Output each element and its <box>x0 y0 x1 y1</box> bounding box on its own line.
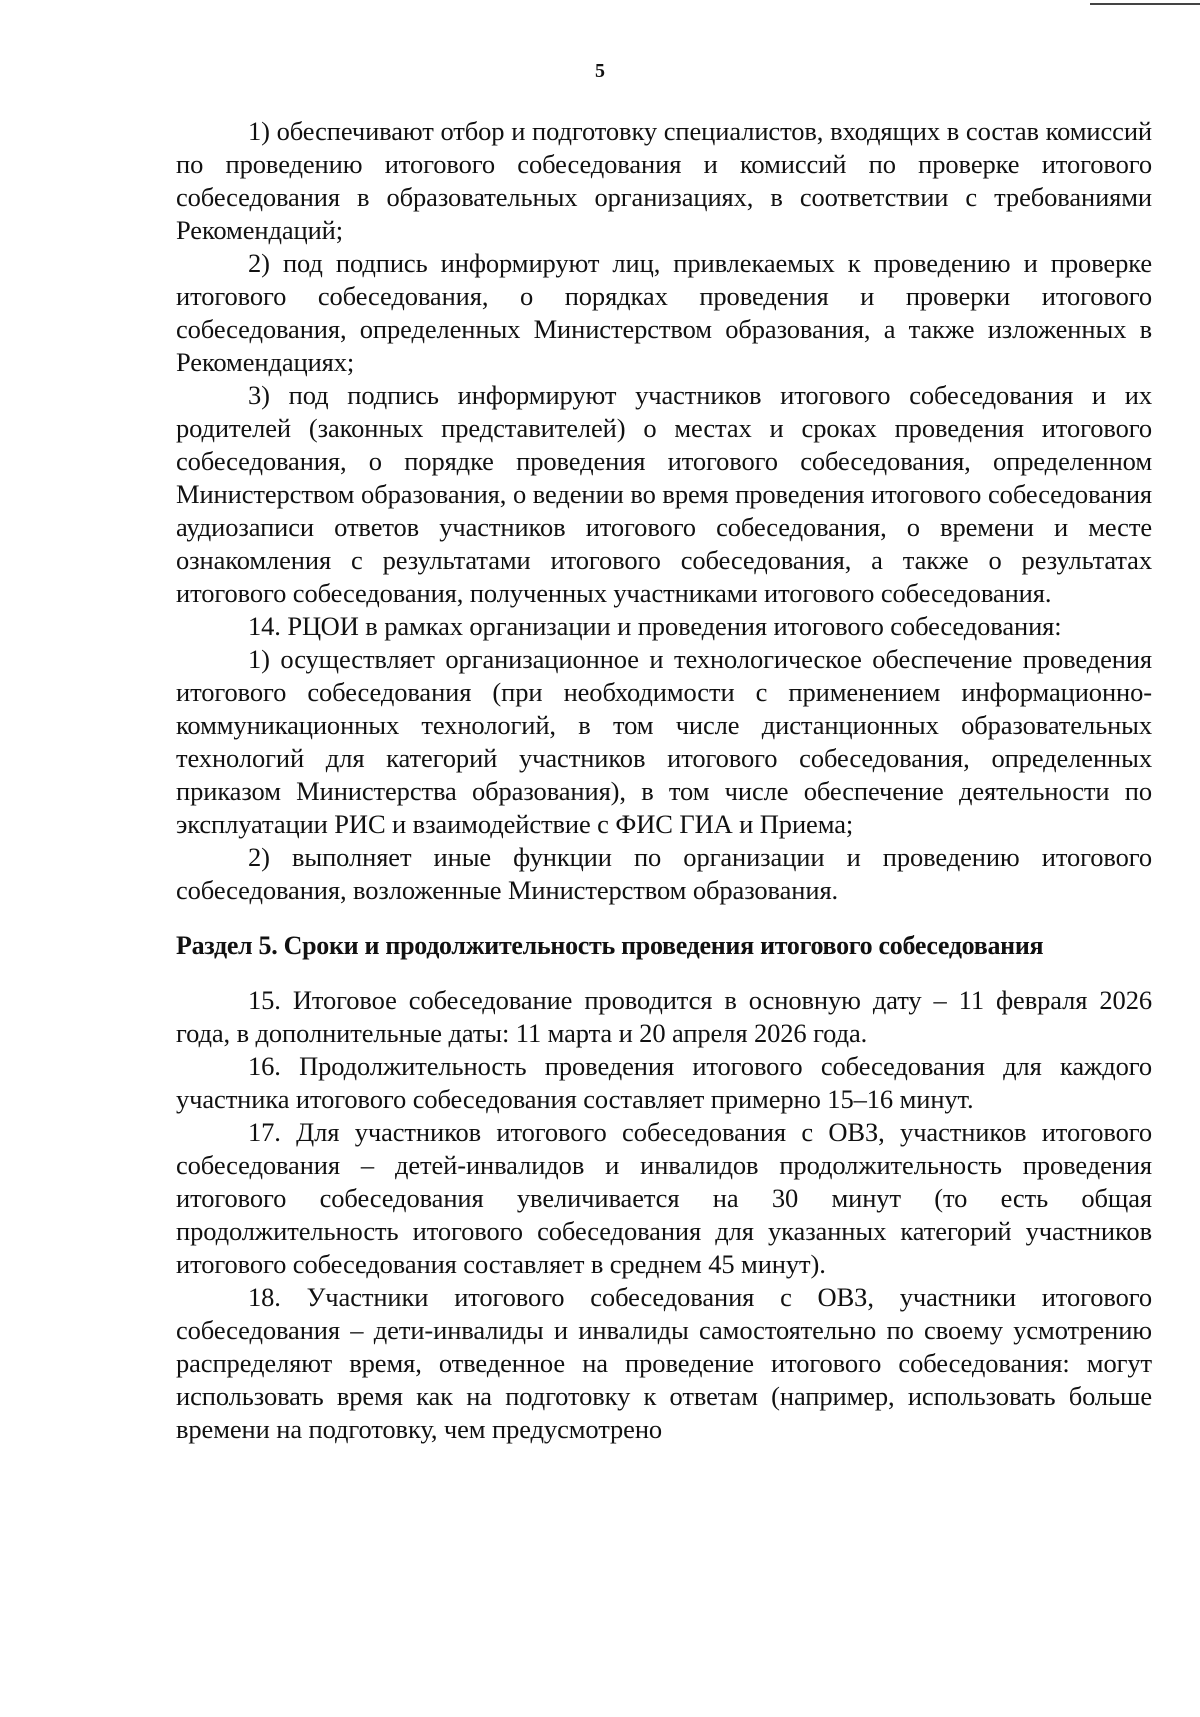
top-edge-rule <box>1090 3 1200 5</box>
paragraph-14: 14. РЦОИ в рамках организации и проведения итогового собеседования: <box>248 611 1062 641</box>
paragraph-13-3: 3) под подпись информируют участников итогового собеседования и их родителей (законных представителей) о местах и сроках проведения итогового собеседования, о порядке проведения итогового собеседования, определенном Министерством образования, о ведении во время проведения итогового собеседования аудиозаписи ответов участников итогового собеседования, о времени и месте ознакомления с результатами итогового собеседования, а также о результатах итогового собеседования, полученных участниками итогового собеседования. <box>176 380 1152 608</box>
paragraph-14-1: 1) осуществляет организационное и технологическое обеспечение проведения итогового собеседования (при необходимости с применением информационно-коммуникационных технологий, в том числе дистанционных образовательных технологий для категорий участников итогового собеседования, определенных приказом Министерства образования), в том числе обеспечение деятельности по эксплуатации РИС и взаимодействие с ФИС ГИА и Приема; <box>176 644 1152 839</box>
document-body <box>176 115 1152 1446</box>
section-heading: Раздел 5. Сроки и продолжительность проведения итогового собеседования <box>176 931 1044 960</box>
page-number: 5 <box>595 60 605 82</box>
paragraph-18: 18. Участники итогового собеседования с ОВЗ, участники итогового собеседования – дети-инвалиды и инвалиды самостоятельно по своему усмотрению распределяют время, отведенное на проведение итогового собеседования: могут использовать время как на подготовку к ответам (например, использовать больше времени на подготовку, чем предусмотрено <box>176 1282 1152 1444</box>
paragraph-14-2: 2) выполняет иные функции по организации и проведению итогового собеседования, возложенные Министерством образования. <box>176 842 1152 905</box>
paragraph-15: 15. Итоговое собеседование проводится в основную дату – 11 февраля 2026 года, в дополнительные даты: 11 марта и 20 апреля 2026 года. <box>176 985 1152 1048</box>
paragraph-17: 17. Для участников итогового собеседования с ОВЗ, участников итогового собеседования – детей-инвалидов и инвалидов продолжительность проведения итогового собеседования увеличивается на 30 минут (то есть общая продолжительность итогового собеседования для указанных категорий участников итогового собеседования составляет в среднем 45 минут). <box>176 1117 1152 1279</box>
paragraph-13-2: 2) под подпись информируют лиц, привлекаемых к проведению и проверке итогового собеседования, о порядках проведения и проверки итогового собеседования, определенных Министерством образования, а также изложенных в Рекомендациях; <box>176 248 1152 377</box>
paragraph-13-1: 1) обеспечивают отбор и подготовку специалистов, входящих в состав комиссий по проведению итогового собеседования и комиссий по проверке итогового собеседования в образовательных организациях, в соответствии с требованиями Рекомендаций; <box>176 116 1152 245</box>
paragraph-16: 16. Продолжительность проведения итогового собеседования для каждого участника итогового собеседования составляет примерно 15–16 минут. <box>176 1051 1152 1114</box>
